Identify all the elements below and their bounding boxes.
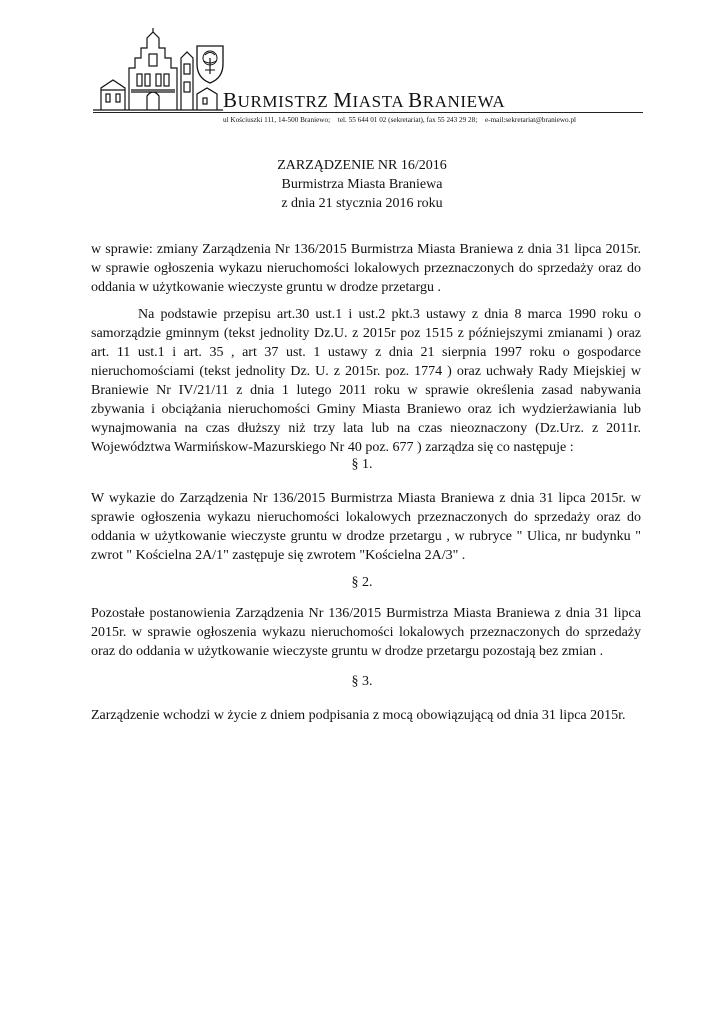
phone-text: tel. 55 644 01 02 (sekretariat), fax 55 243 29 28; <box>337 116 478 124</box>
legal-basis-paragraph: Na podstawie przepisu art.30 ust.1 i ust.2 pkt.3 ustawy z dnia 8 marca 1990 roku o samorządzie gminnym (tekst jednolity Dz.U. z 2015r poz 1515 z późniejszymi zmianami ) oraz art. 11 ust.1 i art. 35 , art 37 ust. 1 ustawy z dnia 21 sierpnia 1997 roku o gospodarce nieruchomościami (tekst jednolity Dz. U. z 2015r. poz. 1774 ) oraz uchwały Rady Miejskiej w Braniewie Nr IV/21/11 z dnia 1 lutego 2011 roku w sprawie określenia zasad nabywania zbywania i obciążania nieruchomości Gminy Miasta Braniewo oraz ich wydzierżawiania lub wynajmowania na czas dłuższy niż trzy lata lub na czas nieoznaczony (Dz.Urz. z 2011r. Województwa Warmińskow-Mazurskiego Nr 40 poz. 677 ) zarządza się co następuje : <box>91 307 641 455</box>
section-2-text: Pozostałe postanowienia Zarządzenia Nr 136/2015 Burmistrza Miasta Braniewa z dnia 31 lipca 2015r. w sprawie ogłoszenia wykazu nieruchomości lokalowych przeznaczonych do sprzedaży oraz do oddania w użytkowanie wieczyste gruntu w drodze przetargu pozostają bez zmian . <box>91 606 641 659</box>
section-1-text: W wykazie do Zarządzenia Nr 136/2015 Burmistrza Miasta Braniewa z dnia 31 lipca 2015r. w sprawie ogłoszenia wykazu nieruchomości lokalowych przeznaczonych do sprzedaży oraz do oddania w użytkowanie wieczyste gruntu w drodze przetargu , w rubryce " Ulica, nr budynku " zwrot " Kościelna 2A/1" zastępuje się zwrotem "Kościelna 2A/3" . <box>91 491 641 563</box>
address-text: ul Kościuszki 111, 14-500 Braniewo; <box>223 116 331 124</box>
section-mark-3: § 3. <box>351 674 373 689</box>
office-name: BURMISTRZ MIASTA BRANIEWA <box>223 88 506 112</box>
issue-date: z dnia 21 stycznia 2016 roku <box>281 196 443 211</box>
section-mark-1: § 1. <box>351 457 373 472</box>
issuer: Burmistrza Miasta Braniewa <box>281 177 443 192</box>
city-crest-icon <box>195 44 225 84</box>
letterhead <box>93 28 643 128</box>
section-3-text: Zarządzenie wchodzi w życie z dniem podpisania z mocą obowiązującą od dnia 31 lipca 2015r. <box>91 708 626 723</box>
letterhead-divider <box>93 112 643 113</box>
contact-line <box>223 116 582 124</box>
ordinance-number: ZARZĄDZENIE NR 16/2016 <box>277 158 447 173</box>
email-text: e-mail:sekretariat@braniewo.pl <box>485 116 577 124</box>
section-mark-2: § 2. <box>351 575 373 590</box>
subject-paragraph: w sprawie: zmiany Zarządzenia Nr 136/2015 Burmistrza Miasta Braniewa z dnia 31 lipca 2015r. w sprawie ogłoszenia wykazu nieruchomości lokalowych przeznaczonych do sprzedaży oraz do oddania w użytkowanie wieczyste gruntu w drodze przetargu . <box>91 242 641 295</box>
document-heading <box>0 156 724 213</box>
